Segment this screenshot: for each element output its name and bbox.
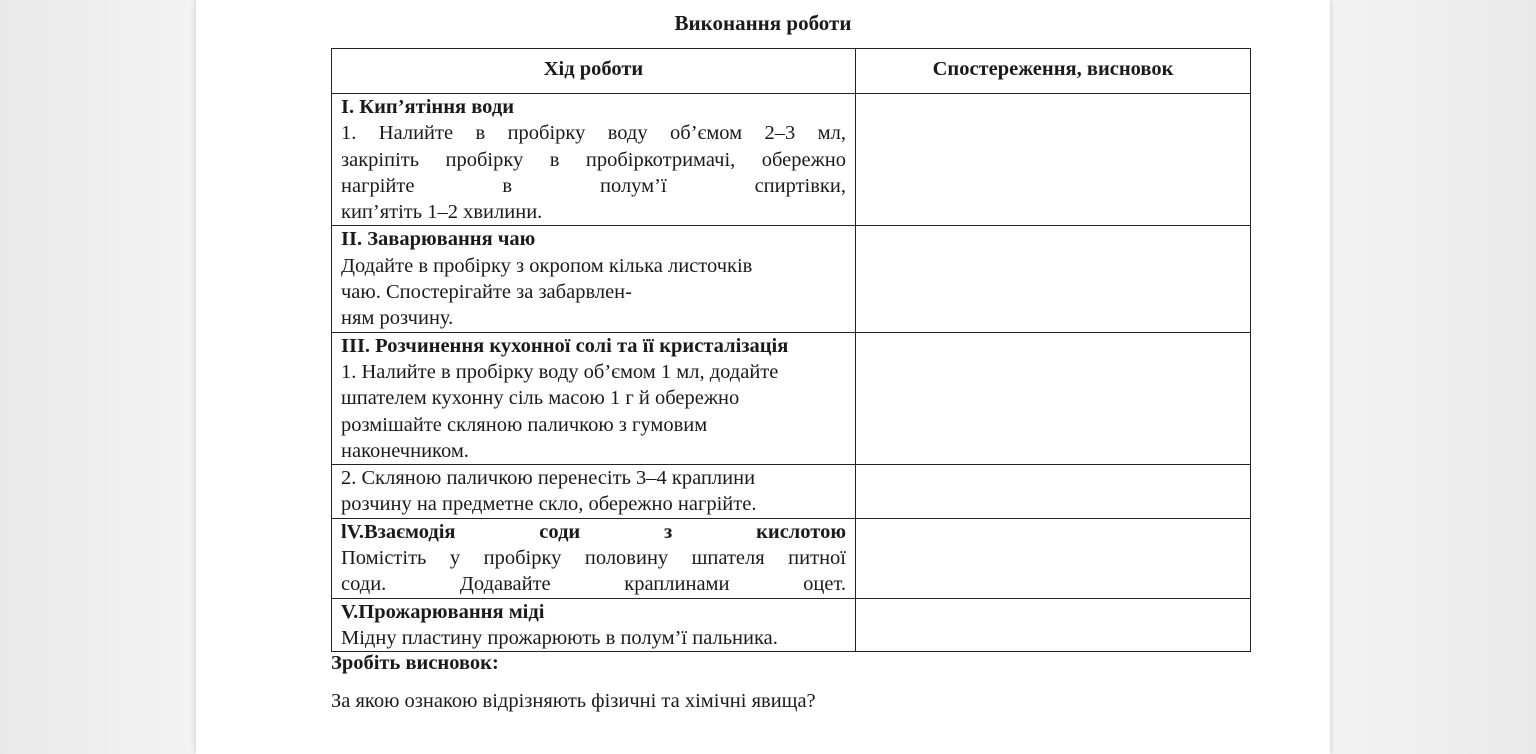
table-row bbox=[332, 518, 1251, 598]
document-page bbox=[196, 0, 1330, 754]
procedure-cell bbox=[332, 94, 856, 226]
procedure-cell bbox=[332, 226, 856, 332]
step-heading: І. Кип’ятіння води bbox=[341, 96, 515, 118]
column-header-observation: Спостереження, висновок bbox=[856, 49, 1251, 94]
step-text-line: шпателем кухонну сіль масою 1 г й обережно bbox=[341, 387, 740, 410]
step-text-line: наконечником. bbox=[341, 439, 469, 462]
column-header-procedure: Хід роботи bbox=[332, 49, 856, 94]
step-text-line: закріпіть пробірку в пробіркотримачі, обережно bbox=[341, 148, 846, 171]
step-text-line: соди. Додавайте краплинами оцет. bbox=[341, 573, 846, 596]
step-text-line: Помістіть у пробірку половину шпателя питної bbox=[341, 547, 846, 570]
observation-cell[interactable] bbox=[856, 518, 1251, 598]
table-row bbox=[332, 94, 1251, 226]
step-heading: V.Прожарювання міді bbox=[341, 600, 545, 623]
procedure-table bbox=[331, 48, 1251, 652]
conclusion-heading: Зробіть висновок: bbox=[331, 652, 499, 674]
observation-cell[interactable] bbox=[856, 332, 1251, 464]
procedure-cell bbox=[332, 518, 856, 598]
table-row bbox=[332, 598, 1251, 652]
step-text-line: ням розчину. bbox=[341, 307, 454, 330]
step-text-line: розчину на предметне скло, обережно нагрійте. bbox=[341, 493, 757, 516]
observation-cell[interactable] bbox=[856, 598, 1251, 652]
procedure-cell bbox=[332, 465, 856, 519]
table-row bbox=[332, 465, 1251, 519]
table-row bbox=[332, 332, 1251, 464]
step-text-line: 1. Налийте в пробірку воду об’ємом 2–3 мл, bbox=[341, 122, 846, 145]
step-text-line: 2. Скляною паличкою перенесіть 3–4 краплини bbox=[341, 467, 756, 490]
step-heading: ІІІ. Розчинення кухонної солі та її кристалізація bbox=[341, 334, 789, 357]
procedure-cell bbox=[332, 598, 856, 652]
table-row bbox=[332, 226, 1251, 332]
step-heading: ІІ. Заварювання чаю bbox=[341, 228, 536, 251]
step-text-line: кип’ятіть 1–2 хвилини. bbox=[341, 201, 543, 224]
step-text-line: розмішайте скляною паличкою з гумовим bbox=[341, 413, 708, 436]
step-text-line: 1. Налийте в пробірку воду об’ємом 1 мл, додайте bbox=[341, 360, 779, 383]
procedure-cell bbox=[332, 332, 856, 464]
step-text-line: Мідну пластину прожарюють в полум’ї пальника. bbox=[341, 626, 778, 649]
step-text-line: нагрійте в полум’ї спиртівки, bbox=[341, 174, 846, 197]
table-header-row bbox=[332, 49, 1251, 94]
step-heading: lV.Взаємодія соди з кислотою bbox=[341, 520, 846, 543]
step-text-line: чаю. Спостерігайте за забарвлен- bbox=[341, 281, 632, 304]
observation-cell[interactable] bbox=[856, 465, 1251, 519]
observation-cell[interactable] bbox=[856, 94, 1251, 226]
observation-cell[interactable] bbox=[856, 226, 1251, 332]
page-title: Виконання роботи bbox=[674, 11, 852, 35]
question-text: За якою ознакою відрізняють фізичні та хімічні явища? bbox=[331, 690, 816, 712]
step-text-line: Додайте в пробірку з окропом кілька листочків bbox=[341, 254, 753, 277]
